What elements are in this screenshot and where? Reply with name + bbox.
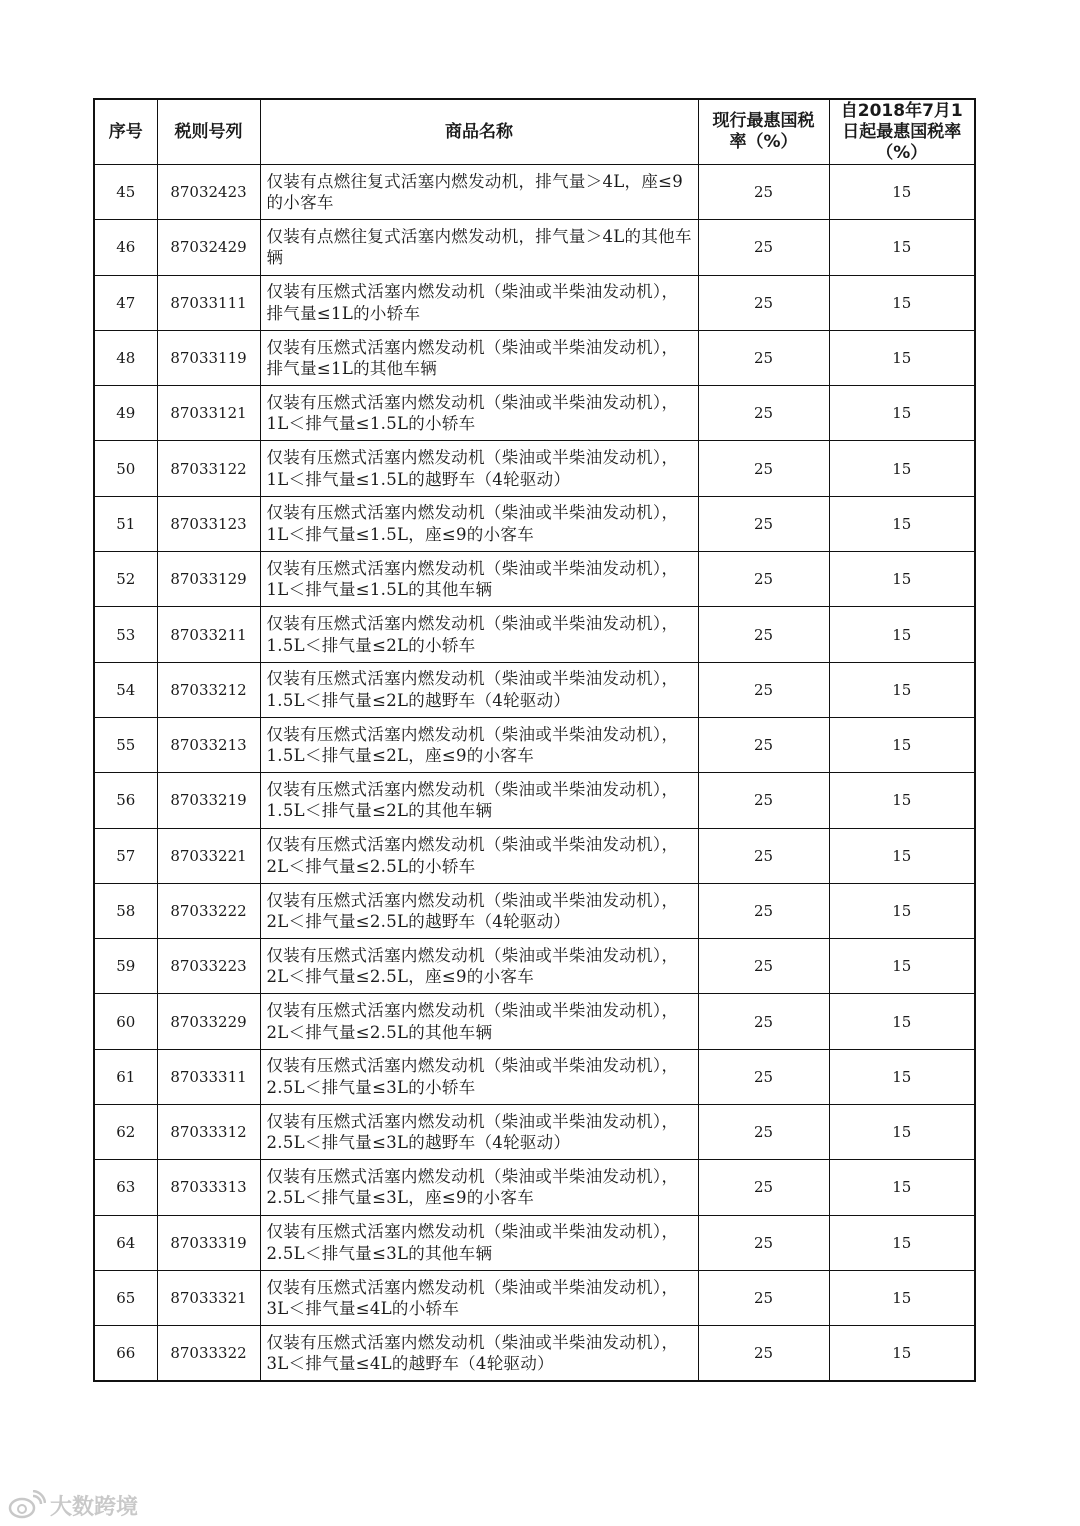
- cell-product-name: 仅装有压燃式活塞内燃发动机（柴油或半柴油发动机），2.5L＜排气量≤3L的小轿车: [260, 1049, 698, 1104]
- cell-seq: 66: [94, 1326, 157, 1381]
- cell-new-rate: 15: [829, 1105, 975, 1160]
- cell-product-name: 仅装有压燃式活塞内燃发动机（柴油或半柴油发动机），排气量≤1L的其他车辆: [260, 330, 698, 385]
- header-new-mfn-rate: 自2018年7月1日起最惠国税率（%）: [829, 99, 975, 165]
- cell-product-name: 仅装有压燃式活塞内燃发动机（柴油或半柴油发动机），1.5L＜排气量≤2L的小轿车: [260, 607, 698, 662]
- cell-seq: 54: [94, 662, 157, 717]
- cell-current-rate: 25: [698, 1270, 829, 1325]
- cell-new-rate: 15: [829, 1270, 975, 1325]
- cell-current-rate: 25: [698, 939, 829, 994]
- cell-product-name: 仅装有压燃式活塞内燃发动机（柴油或半柴油发动机），2L＜排气量≤2.5L的小轿车: [260, 828, 698, 883]
- cell-new-rate: 15: [829, 607, 975, 662]
- cell-current-rate: 25: [698, 1049, 829, 1104]
- cell-tariff-code: 87033123: [157, 496, 260, 551]
- table-row: [94, 275, 975, 330]
- cell-tariff-code: 87033122: [157, 441, 260, 496]
- cell-product-name: 仅装有压燃式活塞内燃发动机（柴油或半柴油发动机），3L＜排气量≤4L的越野车（4轮驱动）: [260, 1326, 698, 1381]
- cell-tariff-code: 87033223: [157, 939, 260, 994]
- cell-product-name: 仅装有压燃式活塞内燃发动机（柴油或半柴油发动机），2.5L＜排气量≤3L的越野车（4轮驱动）: [260, 1105, 698, 1160]
- cell-tariff-code: 87033212: [157, 662, 260, 717]
- cell-current-rate: 25: [698, 330, 829, 385]
- cell-tariff-code: 87032423: [157, 165, 260, 220]
- cell-tariff-code: 87033129: [157, 552, 260, 607]
- cell-seq: 65: [94, 1270, 157, 1325]
- cell-seq: 56: [94, 773, 157, 828]
- cell-seq: 47: [94, 275, 157, 330]
- cell-tariff-code: 87033319: [157, 1215, 260, 1270]
- cell-new-rate: 15: [829, 220, 975, 275]
- cell-product-name: 仅装有压燃式活塞内燃发动机（柴油或半柴油发动机），1L＜排气量≤1.5L的其他车辆: [260, 552, 698, 607]
- header-tariff-code: 税则号列: [157, 99, 260, 165]
- cell-current-rate: 25: [698, 1326, 829, 1381]
- cell-current-rate: 25: [698, 552, 829, 607]
- cell-new-rate: 15: [829, 496, 975, 551]
- cell-current-rate: 25: [698, 994, 829, 1049]
- cell-product-name: 仅装有压燃式活塞内燃发动机（柴油或半柴油发动机），3L＜排气量≤4L的小轿车: [260, 1270, 698, 1325]
- table-row: [94, 994, 975, 1049]
- table-row: [94, 662, 975, 717]
- table-row: [94, 1326, 975, 1381]
- cell-product-name: 仅装有压燃式活塞内燃发动机（柴油或半柴油发动机），2L＜排气量≤2.5L的越野车（4轮驱动）: [260, 883, 698, 938]
- cell-product-name: 仅装有压燃式活塞内燃发动机（柴油或半柴油发动机），2.5L＜排气量≤3L的其他车辆: [260, 1215, 698, 1270]
- cell-new-rate: 15: [829, 386, 975, 441]
- cell-tariff-code: 87033222: [157, 883, 260, 938]
- cell-product-name: 仅装有压燃式活塞内燃发动机（柴油或半柴油发动机），1.5L＜排气量≤2L的越野车（4轮驱动）: [260, 662, 698, 717]
- cell-new-rate: 15: [829, 662, 975, 717]
- cell-current-rate: 25: [698, 717, 829, 772]
- table-row: [94, 773, 975, 828]
- header-current-mfn-rate: 现行最惠国税率（%）: [698, 99, 829, 165]
- cell-new-rate: 15: [829, 1049, 975, 1104]
- cell-current-rate: 25: [698, 441, 829, 496]
- table-row: [94, 1049, 975, 1104]
- cell-product-name: 仅装有压燃式活塞内燃发动机（柴油或半柴油发动机），1.5L＜排气量≤2L的其他车辆: [260, 773, 698, 828]
- cell-seq: 50: [94, 441, 157, 496]
- cell-tariff-code: 87033111: [157, 275, 260, 330]
- cell-current-rate: 25: [698, 220, 829, 275]
- cell-tariff-code: 87032429: [157, 220, 260, 275]
- cell-seq: 60: [94, 994, 157, 1049]
- cell-new-rate: 15: [829, 552, 975, 607]
- table-row: [94, 1105, 975, 1160]
- table-row: [94, 828, 975, 883]
- tariff-table: [93, 98, 976, 1382]
- cell-tariff-code: 87033119: [157, 330, 260, 385]
- cell-seq: 46: [94, 220, 157, 275]
- cell-current-rate: 25: [698, 662, 829, 717]
- cell-current-rate: 25: [698, 165, 829, 220]
- cell-product-name: 仅装有压燃式活塞内燃发动机（柴油或半柴油发动机），排气量≤1L的小轿车: [260, 275, 698, 330]
- cell-current-rate: 25: [698, 1160, 829, 1215]
- cell-current-rate: 25: [698, 275, 829, 330]
- watermark: [8, 1488, 138, 1522]
- cell-product-name: 仅装有点燃往复式活塞内燃发动机，排气量＞4L的其他车辆: [260, 220, 698, 275]
- table-row: [94, 165, 975, 220]
- table-row: [94, 496, 975, 551]
- cell-seq: 63: [94, 1160, 157, 1215]
- cell-seq: 52: [94, 552, 157, 607]
- cell-tariff-code: 87033321: [157, 1270, 260, 1325]
- table-row: [94, 607, 975, 662]
- cell-current-rate: 25: [698, 386, 829, 441]
- cell-tariff-code: 87033313: [157, 1160, 260, 1215]
- cell-new-rate: 15: [829, 275, 975, 330]
- cell-tariff-code: 87033213: [157, 717, 260, 772]
- cell-seq: 64: [94, 1215, 157, 1270]
- table-row: [94, 1270, 975, 1325]
- cell-seq: 49: [94, 386, 157, 441]
- cell-current-rate: 25: [698, 1105, 829, 1160]
- cell-seq: 51: [94, 496, 157, 551]
- cell-new-rate: 15: [829, 1215, 975, 1270]
- cell-tariff-code: 87033219: [157, 773, 260, 828]
- cell-new-rate: 15: [829, 165, 975, 220]
- cell-seq: 62: [94, 1105, 157, 1160]
- cell-product-name: 仅装有压燃式活塞内燃发动机（柴油或半柴油发动机），2L＜排气量≤2.5L的其他车辆: [260, 994, 698, 1049]
- cell-tariff-code: 87033211: [157, 607, 260, 662]
- cell-seq: 58: [94, 883, 157, 938]
- table-row: [94, 717, 975, 772]
- cell-seq: 59: [94, 939, 157, 994]
- cell-current-rate: 25: [698, 883, 829, 938]
- cell-new-rate: 15: [829, 828, 975, 883]
- cell-seq: 55: [94, 717, 157, 772]
- cell-product-name: 仅装有压燃式活塞内燃发动机（柴油或半柴油发动机），2L＜排气量≤2.5L，座≤9的小客车: [260, 939, 698, 994]
- header-row: [94, 99, 975, 165]
- table-row: [94, 220, 975, 275]
- table-row: [94, 330, 975, 385]
- table-row: [94, 552, 975, 607]
- cell-new-rate: 15: [829, 994, 975, 1049]
- cell-new-rate: 15: [829, 1326, 975, 1381]
- cell-product-name: 仅装有压燃式活塞内燃发动机（柴油或半柴油发动机），1L＜排气量≤1.5L的小轿车: [260, 386, 698, 441]
- cell-tariff-code: 87033312: [157, 1105, 260, 1160]
- weibo-logo-icon: [8, 1490, 46, 1520]
- cell-seq: 57: [94, 828, 157, 883]
- cell-current-rate: 25: [698, 496, 829, 551]
- cell-new-rate: 15: [829, 441, 975, 496]
- cell-current-rate: 25: [698, 828, 829, 883]
- cell-new-rate: 15: [829, 883, 975, 938]
- cell-tariff-code: 87033322: [157, 1326, 260, 1381]
- cell-current-rate: 25: [698, 773, 829, 828]
- cell-tariff-code: 87033221: [157, 828, 260, 883]
- cell-new-rate: 15: [829, 773, 975, 828]
- cell-tariff-code: 87033229: [157, 994, 260, 1049]
- cell-seq: 53: [94, 607, 157, 662]
- table-row: [94, 386, 975, 441]
- cell-new-rate: 15: [829, 939, 975, 994]
- cell-seq: 45: [94, 165, 157, 220]
- table-row: [94, 441, 975, 496]
- cell-seq: 48: [94, 330, 157, 385]
- cell-product-name: 仅装有压燃式活塞内燃发动机（柴油或半柴油发动机），2.5L＜排气量≤3L，座≤9的小客车: [260, 1160, 698, 1215]
- cell-new-rate: 15: [829, 330, 975, 385]
- cell-new-rate: 15: [829, 1160, 975, 1215]
- table-row: [94, 939, 975, 994]
- table-body: [94, 165, 975, 1382]
- table-row: [94, 1160, 975, 1215]
- table-row: [94, 883, 975, 938]
- header-product-name: 商品名称: [260, 99, 698, 165]
- cell-seq: 61: [94, 1049, 157, 1104]
- cell-current-rate: 25: [698, 607, 829, 662]
- watermark-text: 大数跨境: [50, 1494, 139, 1520]
- cell-current-rate: 25: [698, 1215, 829, 1270]
- cell-product-name: 仅装有压燃式活塞内燃发动机（柴油或半柴油发动机），1.5L＜排气量≤2L，座≤9的小客车: [260, 717, 698, 772]
- cell-product-name: 仅装有点燃往复式活塞内燃发动机，排气量＞4L，座≤9的小客车: [260, 165, 698, 220]
- cell-product-name: 仅装有压燃式活塞内燃发动机（柴油或半柴油发动机），1L＜排气量≤1.5L，座≤9的小客车: [260, 496, 698, 551]
- cell-tariff-code: 87033121: [157, 386, 260, 441]
- cell-product-name: 仅装有压燃式活塞内燃发动机（柴油或半柴油发动机），1L＜排气量≤1.5L的越野车（4轮驱动）: [260, 441, 698, 496]
- cell-tariff-code: 87033311: [157, 1049, 260, 1104]
- table-row: [94, 1215, 975, 1270]
- header-seq: 序号: [94, 99, 157, 165]
- cell-new-rate: 15: [829, 717, 975, 772]
